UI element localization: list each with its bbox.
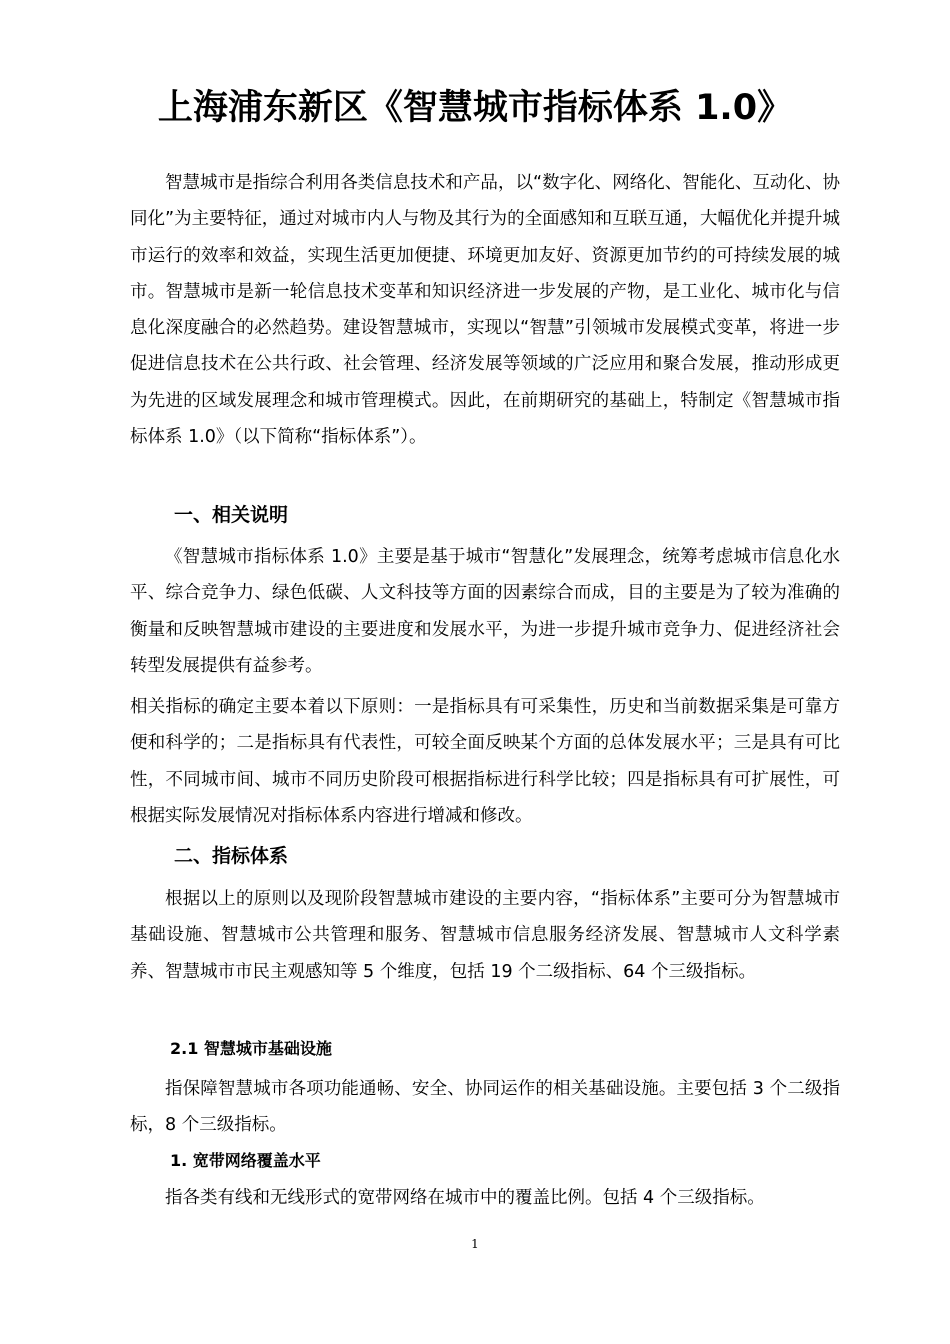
section-heading-1: 一、相关说明 — [174, 504, 289, 526]
section1-paragraph-2: 相关指标的确定主要本着以下原则：一是指标具有可采集性，历史和当前数据采集是可靠方便和科学的；二是指标具有代表性，可较全面反映某个方面的总体发展水平；三是具有可比性，不同城市间、城市不同历史阶段可根据指标进行科学比较；四是指标具有可扩展性，可根据实际发展情况对指标体系内容进行增减和修改。 — [130, 697, 840, 826]
section2-paragraph-1: 根据以上的原则以及现阶段智慧城市建设的主要内容，“指标体系”主要可分为智慧城市基础设施、智慧城市公共管理和服务、智慧城市信息服务经济发展、智慧城市人文科学素养、智慧城市市民主观感知等 5 个维度，包括 19 个二级指标、64 个三级指标。 — [130, 889, 840, 982]
subsection-heading-2-1: 2.1 智慧城市基础设施 — [170, 1039, 332, 1058]
item-1-paragraph: 指各类有线和无线形式的宽带网络在城市中的覆盖比例。包括 4 个三级指标。 — [165, 1188, 765, 1208]
section-heading-2: 二、指标体系 — [174, 845, 289, 867]
intro-paragraph: 智慧城市是指综合利用各类信息技术和产品，以“数字化、网络化、智能化、互动化、协同化”为主要特征，通过对城市内人与物及其行为的全面感知和互联互通，大幅优化并提升城市运行的效率和效益，实现生活更加便捷、环境更加友好、资源更加节约的可持续发展的城市。智慧城市是新一轮信息技术变革和知识经济进一步发展的产物，是工业化、城市化与信息化深度融合的必然趋势。建设智慧城市，实现以“智慧”引领城市发展模式变革，将进一步促进信息技术在公共行政、社会管理、经济发展等领域的广泛应用和聚合发展，推动形成更为先进的区域发展理念和城市管理模式。因此，在前期研究的基础上，特制定《智慧城市指标体系 1.0》（以下简称“指标体系”）。 — [130, 173, 840, 448]
subsection-2-1-paragraph: 指保障智慧城市各项功能通畅、安全、协同运作的相关基础设施。主要包括 3 个二级指标，8 个三级指标。 — [130, 1079, 840, 1136]
page-number: 1 — [471, 1237, 479, 1251]
section1-paragraph-1: 《智慧城市指标体系 1.0》主要是基于城市“智慧化”发展理念，统筹考虑城市信息化水平、综合竞争力、绿色低碳、人文科技等方面的因素综合而成，目的主要是为了较为准确的衡量和反映智慧城市建设的主要进度和发展水平，为进一步提升城市竞争力、促进经济社会转型发展提供有益参考。 — [130, 547, 840, 676]
item-heading-1: 1. 宽带网络覆盖水平 — [170, 1151, 321, 1170]
document-title: 上海浦东新区《智慧城市指标体系 1.0》 — [157, 88, 793, 128]
